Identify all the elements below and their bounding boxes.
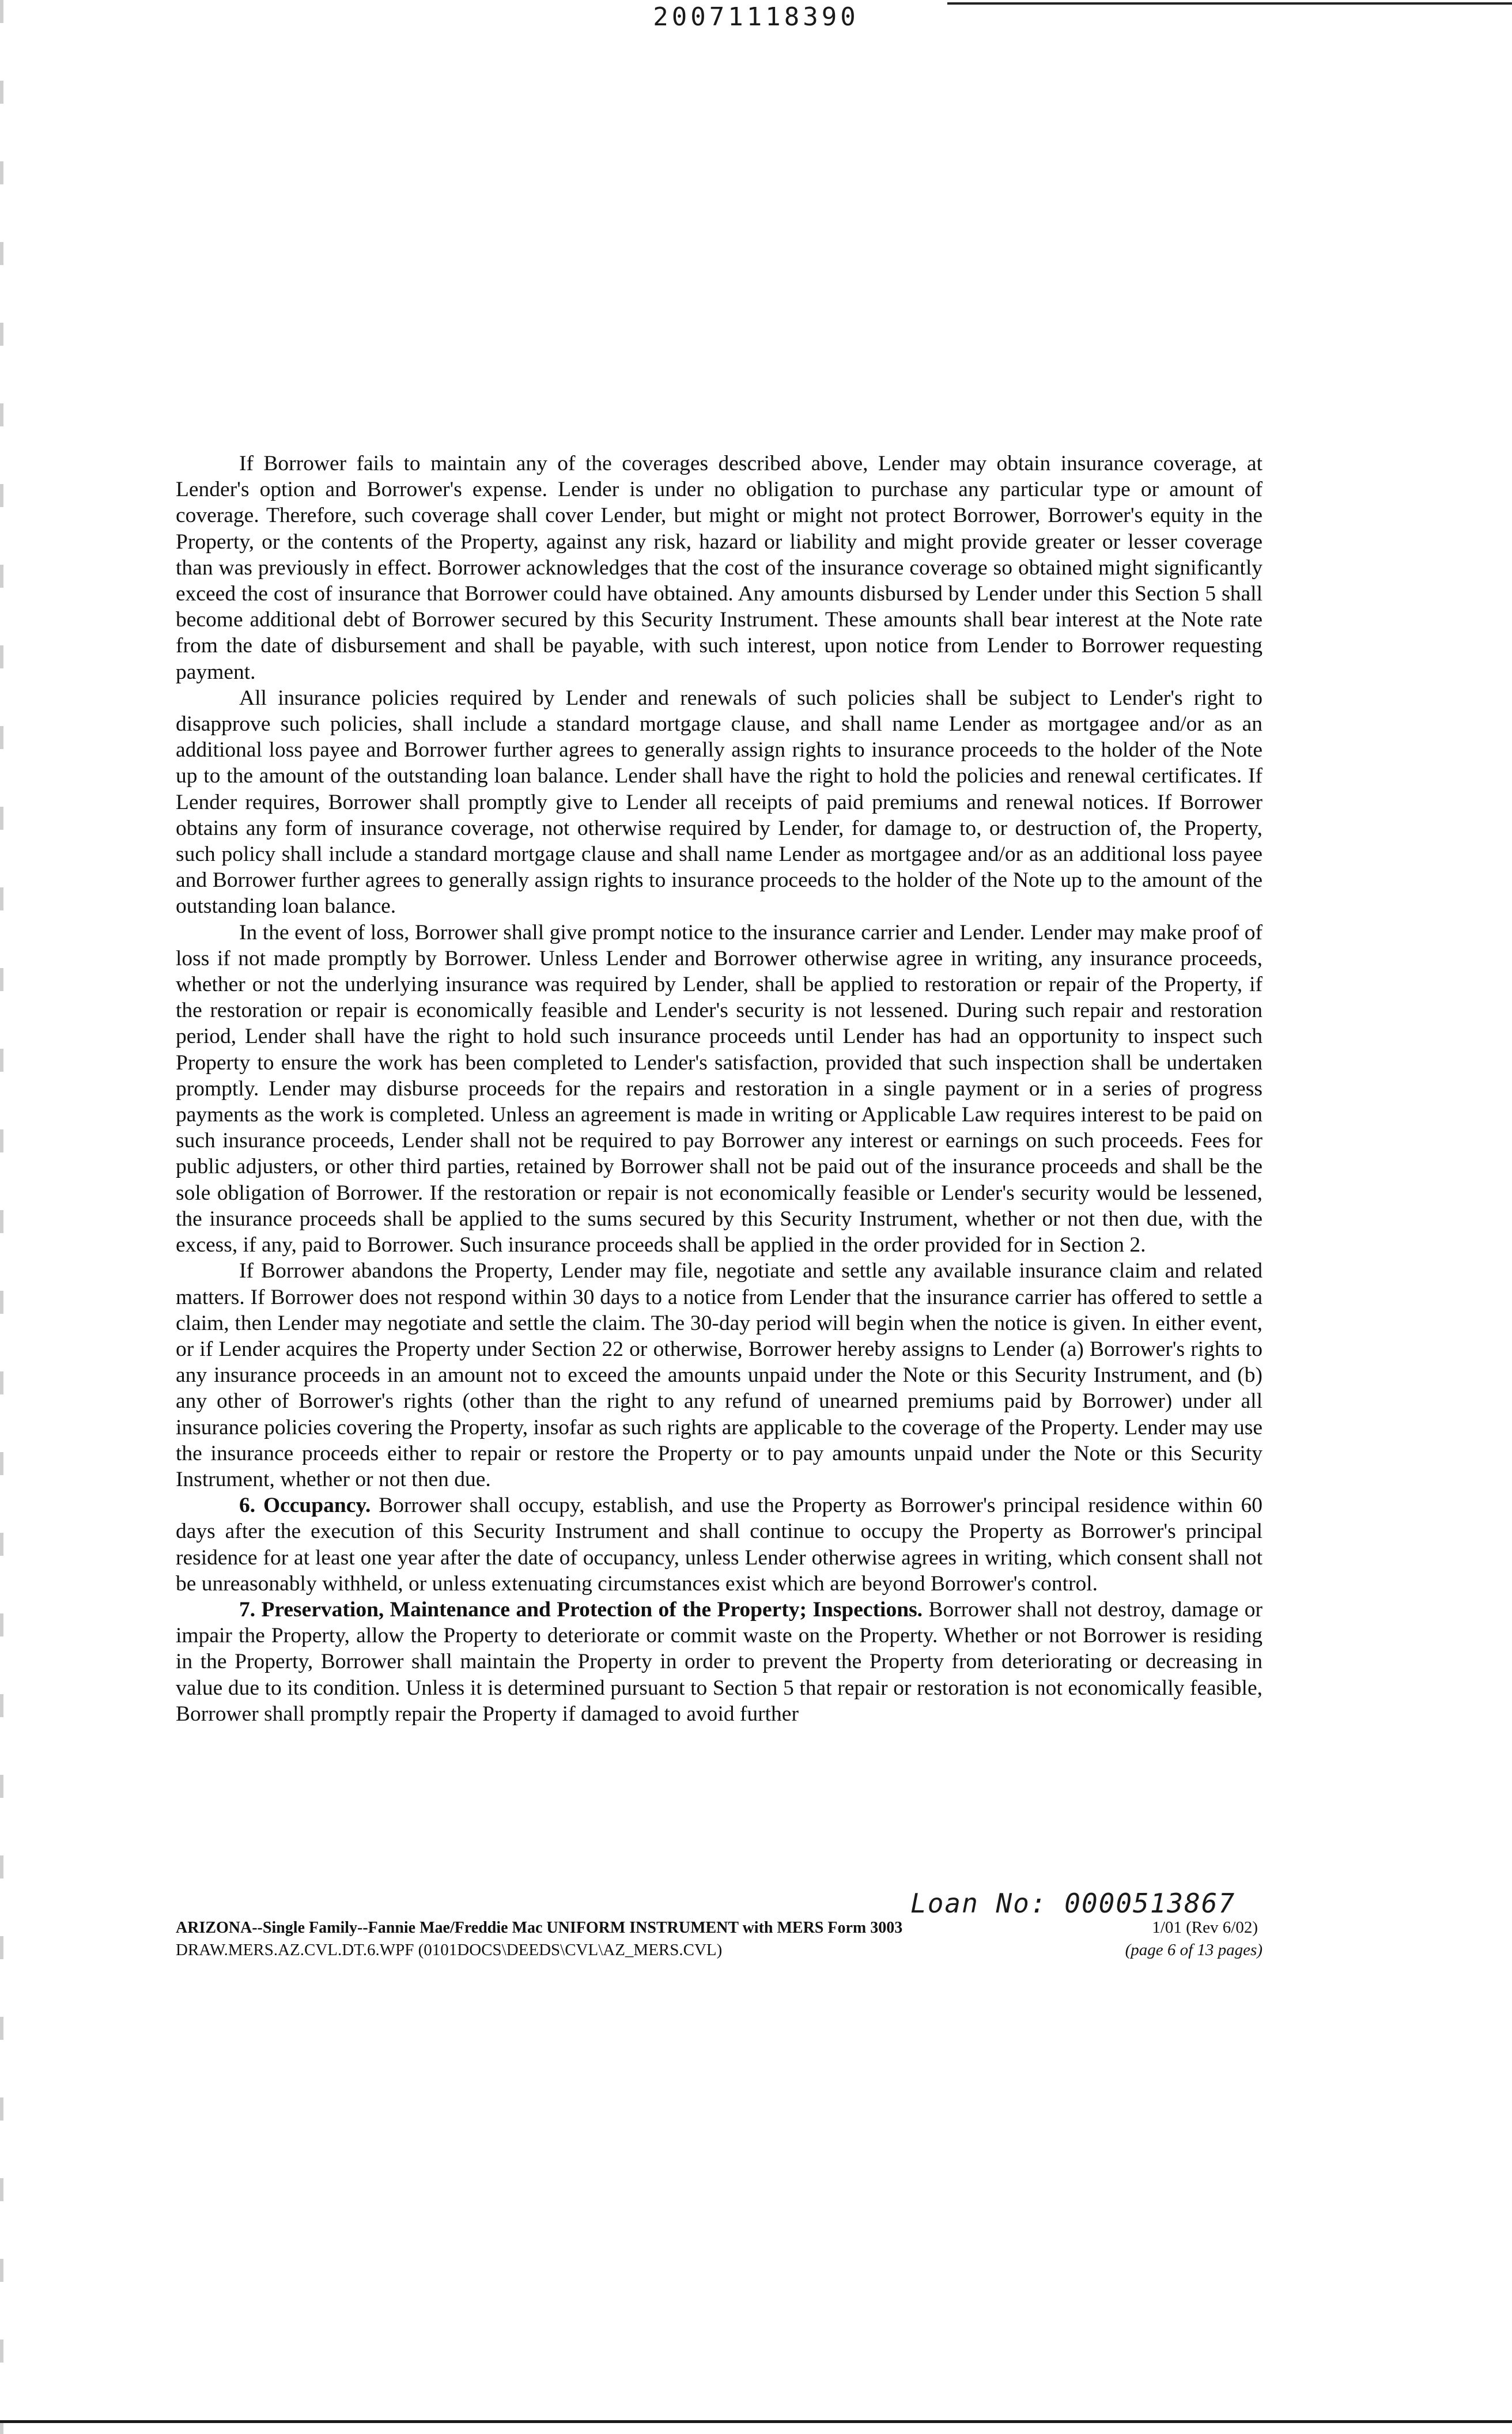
scan-left-edge <box>0 0 3 2434</box>
paragraph-abandonment: If Borrower abandons the Property, Lender may file, negotiate and settle any available insurance claim and related matters. If Borrower does not respond within 30 days to a notice from Lender that the insurance carrier has offered to settle a claim, then Lender may negotiate and settle the claim. The 30-day period will begin when the notice is given. In either event, or if Lender acquires the Property under Section 22 or otherwise, Borrower hereby assigns to Lender (a) Borrower's rights to any insurance proceeds in an amount not to exceed the amounts unpaid under the Note or this Security Instrument, and (b) any other of Borrower's rights (other than the right to any refund of unearned premiums paid by Borrower) under all insurance policies covering the Property, insofar as such rights are applicable to the coverage of the Property. Lender may use the insurance proceeds either to repair or restore the Property or to pay amounts unpaid under the Note or this Security Instrument, whether or not then due. <box>176 1259 1262 1491</box>
footer-row-form <box>176 1917 1262 1939</box>
paragraph-insurance-policies: All insurance policies required by Lender and renewals of such policies shall be subject to Lender's right to disapprove such policies, shall include a standard mortgage clause, and shall name Lender as mortgagee and/or as an additional loss payee and Borrower further agrees to generally assign rights to insurance proceeds to the holder of the Note up to the amount of the outstanding loan balance. Lender shall have the right to hold the policies and renewal certificates. If Lender requires, Borrower shall promptly give to Lender all receipts of paid premiums and renewal notices. If Borrower obtains any form of insurance coverage, not otherwise required by Lender, for damage to, or destruction of, the Property, such policy shall include a standard mortgage clause and shall name Lender as mortgagee and/or as an additional loss payee and Borrower further agrees to generally assign rights to insurance proceeds to the holder of the Note up to the amount of the outstanding loan balance. <box>176 686 1262 919</box>
loan-number: Loan No: 0000513867 <box>910 1888 1236 1919</box>
recording-number: 20071118390 <box>653 2 859 32</box>
page-footer <box>176 1917 1262 1961</box>
section-7-text: Borrower shall not destroy, damage or impair the Property, allow the Property to deteriorate or commit waste on the Property. Whether or not Borrower is residing in the Property, Borrower shall maintain the Property in order to prevent the Property from deteriorating or decreasing in value due to its condition. Unless it is determined pursuant to Section 5 that repair or restoration is not economically feasible, Borrower shall promptly repair the Property if damaged to avoid further <box>176 1597 1262 1726</box>
section-6-text: Borrower shall occupy, establish, and use the Property as Borrower's principal residence within 60 days after the execution of this Security Instrument and shall continue to occupy the Property as Borrower's principal residence for at least one year after the date of occupancy, unless Lender otherwise agrees in writing, which consent shall not be unreasonably withheld, or unless extenuating circumstances exist which are beyond Borrower's control. <box>176 1494 1262 1596</box>
section-6-occupancy <box>176 1492 1262 1597</box>
section-6-heading: 6. Occupancy. <box>239 1494 371 1518</box>
file-path: DRAW.MERS.AZ.CVL.DT.6.WPF (0101DOCS\DEEDS\CVL\AZ_MERS.CVL) <box>176 1941 723 1959</box>
page-count: (page 6 of 13 pages) <box>1125 1941 1262 1959</box>
paragraph-event-of-loss: In the event of loss, Borrower shall give prompt notice to the insurance carrier and Lender. Lender may make proof of loss if not made promptly by Borrower. Unless Lender and Borrower otherwise agree in writing, any insurance proceeds, whether or not the underlying insurance was required by Lender, shall be applied to restoration or repair of the Property, if the restoration or repair is economically feasible and Lender's security is not lessened. During such repair and restoration period, Lender shall have the right to hold such insurance proceeds until Lender has had an opportunity to inspect such Property to ensure the work has been completed to Lender's satisfaction, provided that such inspection shall be undertaken promptly. Lender may disburse proceeds for the repairs and restoration in a single payment or in a series of progress payments as the work is completed. Unless an agreement is made in writing or Applicable Law requires interest to be paid on such insurance proceeds, Lender shall not be required to pay Borrower any interest or earnings on such proceeds. Fees for public adjusters, or other third parties, retained by Borrower shall not be paid out of the insurance proceeds and shall be the sole obligation of Borrower. If the restoration or repair is not economically feasible or Lender's security would be lessened, the insurance proceeds shall be applied to the sums secured by this Security Instrument, whether or not then due, with the excess, if any, paid to Borrower. Such insurance proceeds shall be applied in the order provided for in Section 2. <box>176 920 1262 1257</box>
paragraph-force-placed-insurance: If Borrower fails to maintain any of the coverages described above, Lender may obtain insurance coverage, at Lender's option and Borrower's expense. Lender is under no obligation to purchase any particular type or amount of coverage. Therefore, such coverage shall cover Lender, but might or might not protect Borrower, Borrower's equity in the Property, or the contents of the Property, against any risk, hazard or liability and might provide greater or lesser coverage than was previously in effect. Borrower acknowledges that the cost of the insurance coverage so obtained might significantly exceed the cost of insurance that Borrower could have obtained. Any amounts disbursed by Lender under this Section 5 shall become additional debt of Borrower secured by this Security Instrument. These amounts shall bear interest at the Note rate from the date of disbursement and shall be payable, with such interest, upon notice from Lender to Borrower requesting payment. <box>176 452 1262 684</box>
section-7-heading: 7. Preservation, Maintenance and Protection of the Property; Inspections. <box>239 1597 923 1622</box>
footer-row-file <box>176 1939 1262 1961</box>
section-7-preservation <box>176 1597 1262 1727</box>
document-body <box>176 451 1262 1727</box>
form-revision: 1/01 (Rev 6/02) <box>1152 1918 1258 1937</box>
scan-bottom-rule <box>0 2420 1512 2423</box>
form-title: ARIZONA--Single Family--Fannie Mae/Freddie Mac UNIFORM INSTRUMENT with MERS Form 3003 <box>176 1919 903 1937</box>
